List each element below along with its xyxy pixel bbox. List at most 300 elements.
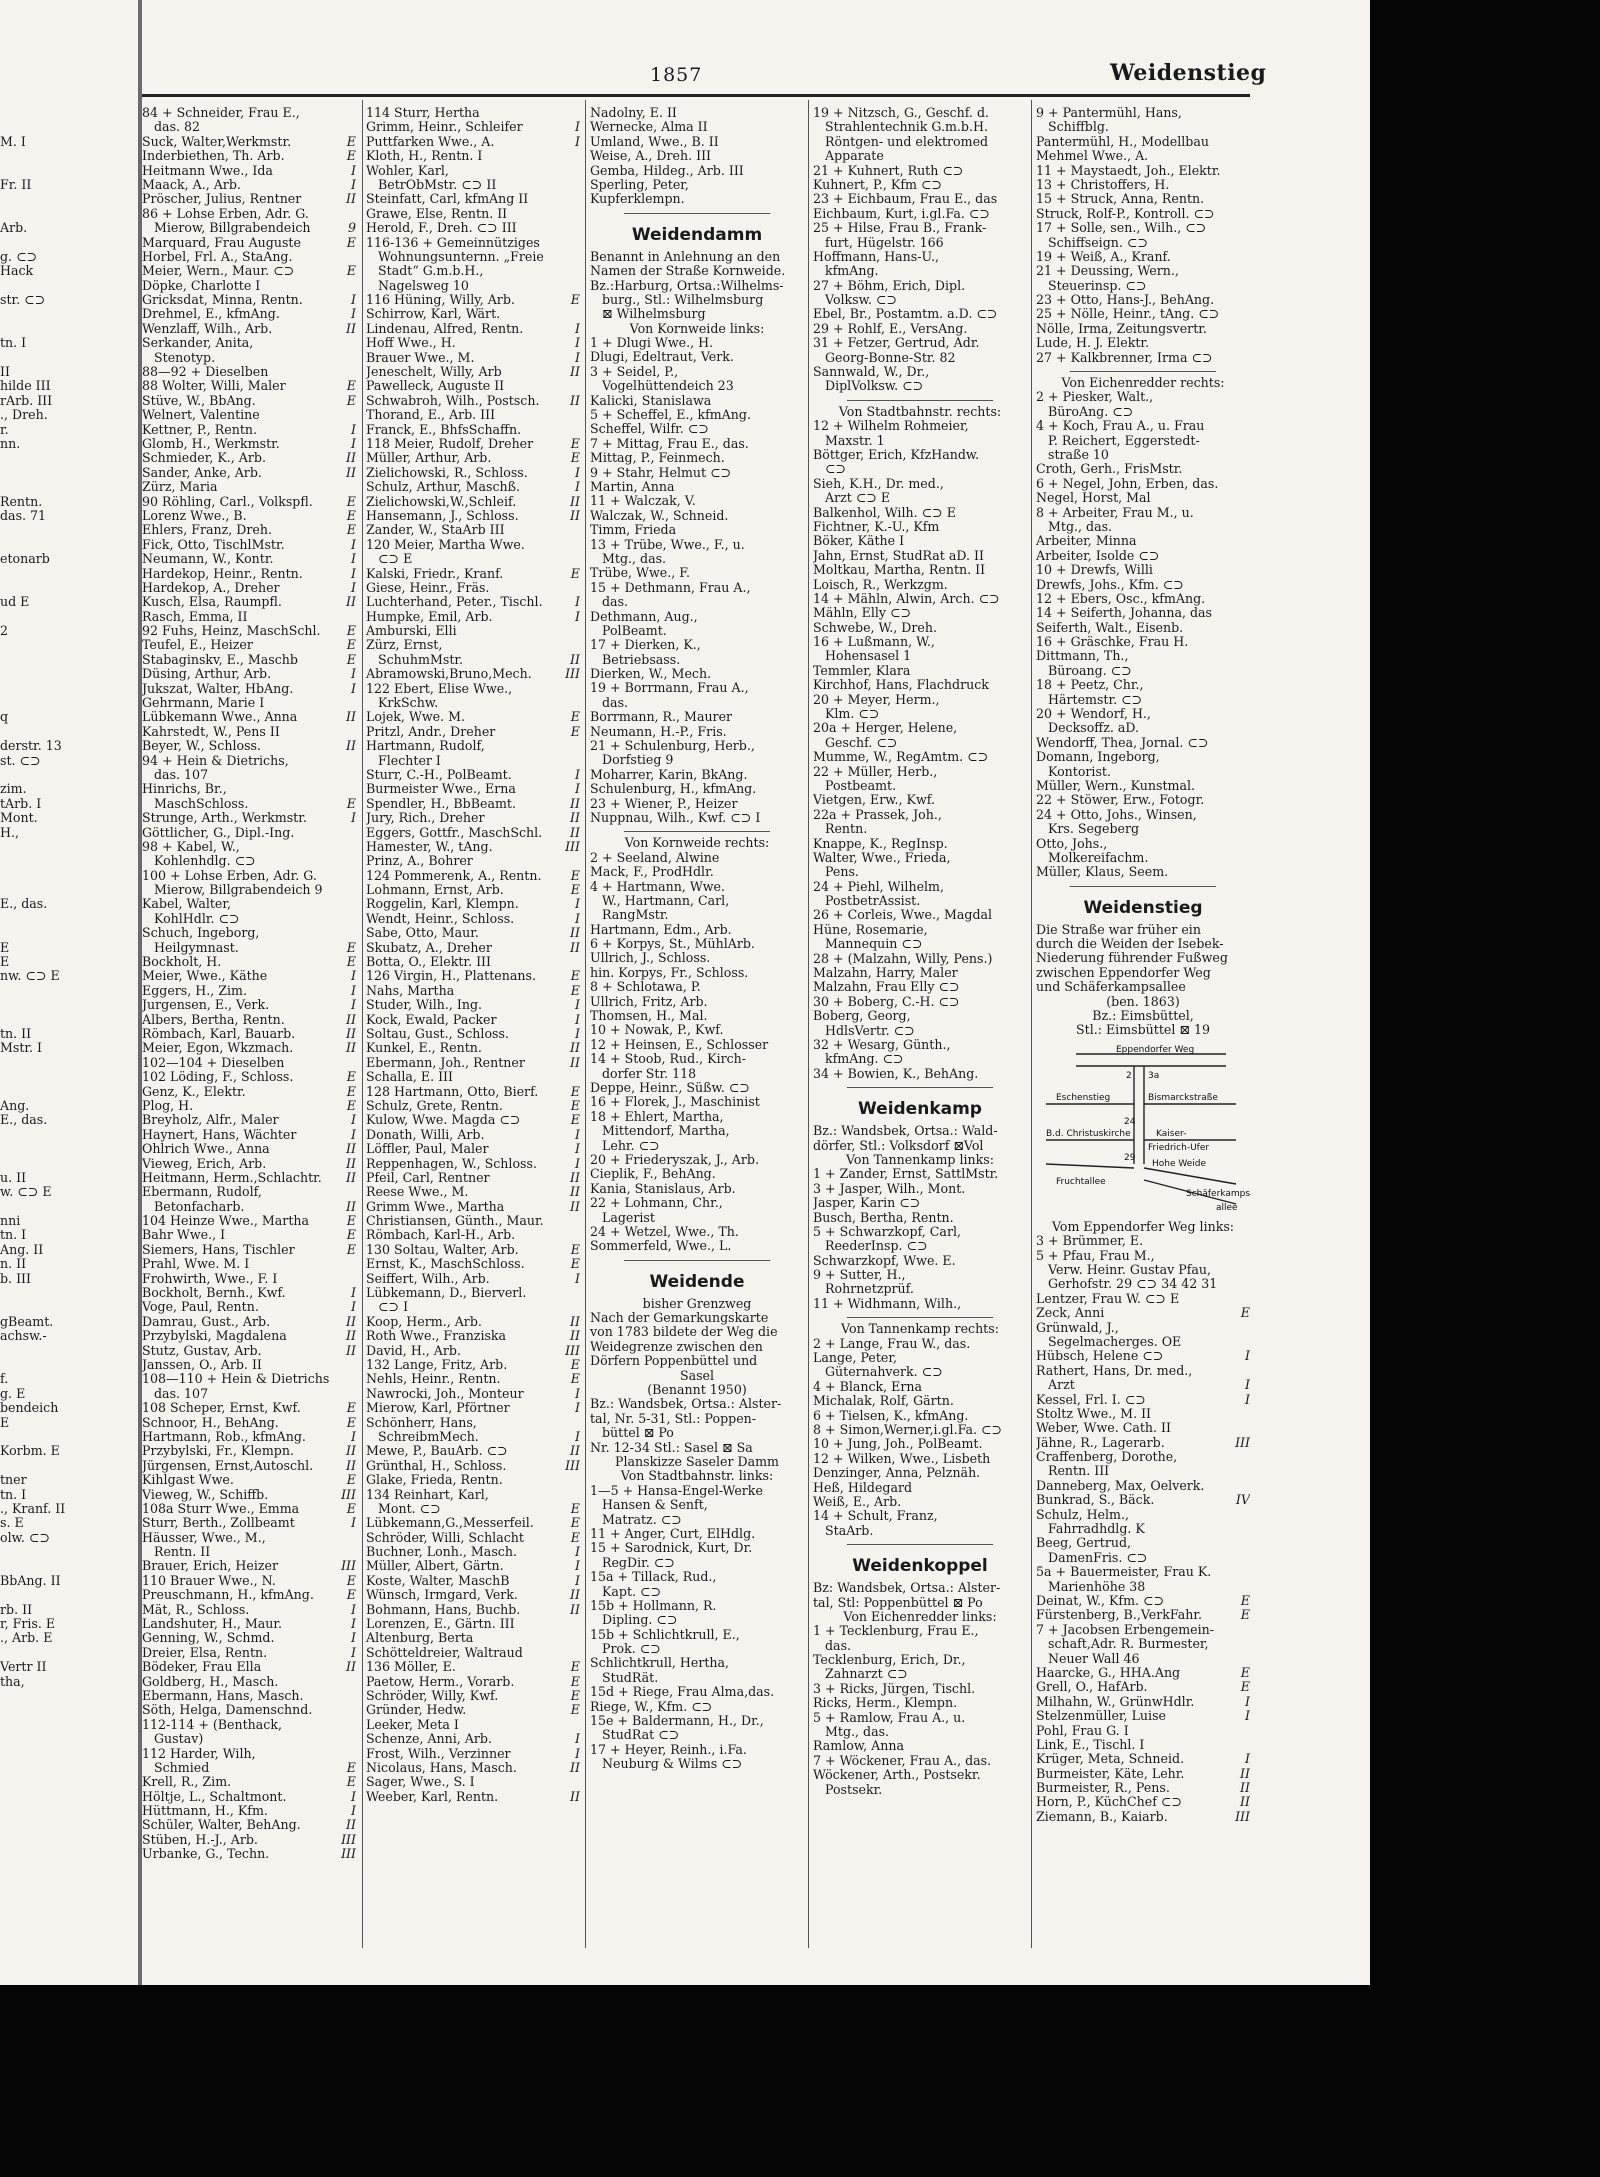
directory-entry: Negel, Horst, Mal bbox=[1036, 491, 1151, 506]
directory-entry: Moltkau, Martha, Rentn. II bbox=[813, 563, 986, 578]
directory-entry: BüroAng. ⊂⊃ bbox=[1048, 404, 1134, 419]
map-label: B.d. Christuskirche bbox=[1046, 1128, 1131, 1139]
fragment-line: das. 71 bbox=[0, 508, 47, 523]
directory-entry: Busch, Bertha, Rentn. bbox=[813, 1210, 954, 1225]
directory-entry: Zürz, Maria bbox=[142, 480, 218, 495]
floor-marker: I bbox=[351, 667, 356, 682]
directory-entry: III Grünthal, H., Schloss. bbox=[366, 1458, 580, 1473]
floor-marker: II bbox=[570, 1329, 580, 1344]
directory-entry: Bz: Wandsbek, Ortsa.: Alster- bbox=[813, 1581, 1001, 1596]
fragment-line: Korbm. E bbox=[0, 1444, 60, 1459]
fragment-line bbox=[0, 610, 140, 624]
directory-entry: Glake, Frieda, Rentn. bbox=[366, 1473, 503, 1488]
directory-entry: Betriebsass. bbox=[602, 652, 681, 667]
fragment-line bbox=[0, 869, 140, 883]
directory-entry: Gemba, Hildeg., Arb. III bbox=[590, 163, 744, 178]
directory-entry: I Jurgensen, E., Verk. bbox=[142, 998, 356, 1013]
map-label: Hohe Weide bbox=[1152, 1158, 1207, 1169]
directory-entry: W., Hartmann, Carl, bbox=[602, 893, 730, 908]
directory-entry: Kuhnert, P., Kfm ⊂⊃ bbox=[813, 177, 943, 192]
fragment-line: ., Dreh. bbox=[0, 408, 48, 423]
directory-entry: Dörfern Poppenbüttel und bbox=[590, 1354, 758, 1369]
fragment-line bbox=[0, 1588, 140, 1602]
directory-entry: Cieplik, F., BehAng. bbox=[590, 1167, 716, 1182]
section-caption: Planskizze Saseler Damm bbox=[614, 1454, 779, 1469]
fragment-line: Mstr. I bbox=[0, 1041, 43, 1056]
directory-entry: Zahnarzt ⊂⊃ bbox=[825, 1667, 908, 1682]
fragment-line bbox=[0, 998, 140, 1012]
floor-marker: I bbox=[575, 1746, 580, 1761]
directory-entry: Denzinger, Anna, Pelznäh. bbox=[813, 1466, 981, 1481]
directory-entry: Timm, Frieda bbox=[590, 523, 677, 538]
directory-entry: Sommerfeld, Wwe., L. bbox=[590, 1239, 732, 1254]
directory-entry: E 88 Wolter, Willi, Maler bbox=[142, 379, 356, 394]
fragment-line bbox=[0, 120, 140, 134]
directory-entry: I Krüger, Meta, Schneid. bbox=[1036, 1752, 1250, 1767]
fragment-line: E., das. bbox=[0, 1113, 48, 1128]
fragment-line bbox=[0, 667, 140, 681]
directory-entry: Böttger, Erich, KfzHandw. bbox=[813, 447, 980, 462]
directory-entry: Härtemstr. ⊂⊃ bbox=[1048, 692, 1143, 707]
directory-entry: III Vieweg, W., Schiffb. bbox=[142, 1487, 356, 1502]
fragment-line: nn. bbox=[0, 436, 21, 451]
section-caption: Von Tannenkamp links: bbox=[845, 1152, 994, 1167]
directory-entry: Lehr. ⊂⊃ bbox=[602, 1138, 660, 1153]
column-4 bbox=[813, 106, 1027, 1966]
floor-marker: II bbox=[570, 652, 580, 667]
floor-marker: E bbox=[1240, 1665, 1250, 1680]
floor-marker: E bbox=[570, 1703, 580, 1718]
directory-entry: Stoltz Wwe., M. II bbox=[1036, 1406, 1152, 1421]
directory-entry: I Zielichowski, R., Schloss. bbox=[366, 465, 580, 480]
directory-entry: P. Reichert, Eggerstedt- bbox=[1048, 433, 1200, 448]
directory-entry: Kirchhof, Hans, Flachdruck bbox=[813, 678, 989, 693]
section-caption: (ben. 1863) bbox=[1106, 994, 1180, 1009]
directory-entry: 11 + Maystaedt, Joh., Elektr. bbox=[1036, 163, 1221, 178]
directory-entry: II Przybylski, Fr., Klempn. bbox=[142, 1444, 356, 1459]
directory-entry: Thomsen, H., Mal. bbox=[590, 1009, 708, 1024]
directory-entry: Verw. Heinr. Gustav Pfau, bbox=[1048, 1263, 1211, 1277]
directory-entry: Pens. bbox=[825, 865, 859, 880]
fragment-line: etonarb bbox=[0, 552, 50, 567]
directory-entry: 30 + Boberg, C.-H. ⊂⊃ bbox=[813, 994, 960, 1009]
map-label: 2 bbox=[1126, 1070, 1132, 1081]
fragment-line: olw. ⊂⊃ bbox=[0, 1530, 51, 1545]
directory-entry: Wohnungsunternn. „Freie bbox=[378, 249, 544, 264]
floor-marker: E bbox=[346, 264, 356, 279]
directory-entry: 98 + Kabel, W., bbox=[142, 839, 240, 854]
floor-marker: I bbox=[575, 767, 580, 782]
section-rule bbox=[847, 400, 993, 401]
directory-entry: 27 + Kalkbrenner, Irma ⊂⊃ bbox=[1036, 350, 1213, 365]
directory-entry: E Kulow, Wwe. Magda ⊂⊃ bbox=[366, 1113, 580, 1128]
directory-entry: E Lohmann, Ernst, Arb. bbox=[366, 883, 580, 898]
directory-entry: II Heitmann, Herm.,Schlachtr. bbox=[142, 1170, 356, 1185]
directory-entry: 10 + Drewfs, Willi bbox=[1036, 563, 1153, 578]
floor-marker: II bbox=[570, 1760, 580, 1775]
directory-entry: 4 + Koch, Frau A., u. Frau bbox=[1036, 419, 1205, 434]
directory-entry: Ebermann, Rudolf, bbox=[142, 1185, 262, 1200]
directory-entry: Schulenburg, H., kfmAng. bbox=[590, 782, 757, 797]
directory-entry: E 108a Sturr Wwe., Emma bbox=[142, 1501, 356, 1516]
fragment-line bbox=[0, 1646, 140, 1660]
directory-entry: II Römbach, Karl, Bauarb. bbox=[142, 1027, 356, 1041]
fragment-line bbox=[0, 106, 140, 120]
page-number: 1857 bbox=[650, 64, 703, 86]
directory-entry: 24 + Wetzel, Wwe., Th. bbox=[590, 1224, 739, 1239]
directory-entry: I Kessel, Frl. I. ⊂⊃ bbox=[1036, 1392, 1250, 1407]
fragment-line bbox=[0, 207, 140, 221]
directory-entry: I Heitmann Wwe., Ida bbox=[142, 163, 356, 178]
directory-entry: II Ohlrich Wwe., Anna bbox=[142, 1142, 356, 1157]
floor-marker: I bbox=[351, 1429, 356, 1444]
fragment-line: nw. ⊂⊃ E bbox=[0, 969, 60, 984]
street-heading: Weidendamm bbox=[631, 224, 763, 245]
directory-entry: E Schröder, Willi, Schlacht bbox=[366, 1530, 580, 1545]
directory-entry: 2 + Lange, Frau W., das. bbox=[813, 1336, 971, 1351]
directory-entry: II Kunkel, E., Rentn. bbox=[366, 1041, 580, 1056]
floor-marker: I bbox=[351, 1127, 356, 1142]
directory-entry: E 124 Pommerenk, A., Rentn. bbox=[366, 868, 580, 883]
fragment-line bbox=[0, 149, 140, 163]
directory-entry: III Brauer, Erich, Heizer bbox=[142, 1559, 356, 1574]
directory-entry: Klm. ⊂⊃ bbox=[825, 707, 880, 722]
directory-entry: I Drehmel, E., kfmAng. bbox=[142, 307, 356, 322]
directory-entry: E MaschSchloss. bbox=[154, 796, 356, 811]
directory-entry: E Grell, O., HafArb. bbox=[1036, 1680, 1250, 1695]
floor-marker: E bbox=[570, 1098, 580, 1113]
directory-entry: I Buchner, Lonh., Masch. bbox=[366, 1545, 580, 1560]
directory-entry: 24 + Otto, Johs., Winsen, bbox=[1036, 807, 1197, 822]
directory-entry: 18 + Ehlert, Martha, bbox=[590, 1109, 724, 1124]
directory-entry: 11 + Widhmann, Wilh., bbox=[813, 1296, 962, 1311]
floor-marker: II bbox=[346, 1156, 356, 1171]
floor-marker: E bbox=[570, 1084, 580, 1099]
floor-marker: E bbox=[346, 1070, 356, 1085]
fragment-line bbox=[0, 279, 140, 293]
street-heading: Weidenstieg bbox=[1083, 897, 1203, 918]
floor-marker: II bbox=[1240, 1781, 1250, 1796]
section-rule bbox=[624, 1260, 770, 1261]
directory-entry: E Meier, Wern., Maur. ⊂⊃ bbox=[142, 264, 356, 279]
floor-marker: II bbox=[570, 926, 580, 941]
directory-entry: 134 Reinhart, Karl, bbox=[366, 1487, 489, 1502]
directory-entry: II Jürgensen, Ernst,Autoschl. bbox=[142, 1458, 356, 1473]
directory-entry: Marienhöhe 38 bbox=[1048, 1579, 1146, 1594]
directory-entry: Bz.:Harburg, Ortsa.:Wilhelms- bbox=[590, 278, 784, 293]
map-label: 29 bbox=[1124, 1152, 1136, 1163]
column-rule bbox=[808, 100, 809, 1948]
directory-entry: Struck, Rolf-P., Kontroll. ⊂⊃ bbox=[1036, 206, 1215, 221]
directory-entry: Geschf. ⊂⊃ bbox=[825, 735, 898, 750]
directory-entry: I Schenze, Anni, Arb. bbox=[366, 1732, 580, 1747]
directory-entry: 86 + Lohse Erben, Adr. G. bbox=[142, 206, 309, 221]
floor-marker: III bbox=[1235, 1435, 1250, 1450]
directory-entry: kfmAng. bbox=[825, 264, 879, 279]
directory-entry: E Marquard, Frau Auguste bbox=[142, 235, 356, 250]
floor-marker: II bbox=[570, 1789, 580, 1804]
directory-entry: Prinz, A., Bohrer bbox=[366, 854, 473, 869]
directory-entry: Domann, Ingeborg, bbox=[1036, 750, 1160, 765]
fragment-line bbox=[0, 926, 140, 940]
floor-marker: E bbox=[570, 451, 580, 466]
directory-entry: 3 + Ricks, Jürgen, Tischl. bbox=[813, 1681, 976, 1696]
directory-entry: Steinfatt, Carl, kfmAng II bbox=[366, 192, 529, 207]
directory-entry: 7 + Wöckener, Frau A., das. bbox=[813, 1753, 992, 1768]
directory-entry: I Studer, Wilh., Ing. bbox=[366, 998, 580, 1013]
floor-marker: E bbox=[570, 1501, 580, 1516]
directory-entry: Deppe, Heinr., Süßw. ⊂⊃ bbox=[590, 1081, 750, 1095]
directory-entry: DiplVolksw. ⊂⊃ bbox=[825, 379, 924, 394]
floor-marker: E bbox=[1240, 1593, 1250, 1608]
floor-marker: II bbox=[570, 796, 580, 811]
section-rule bbox=[624, 831, 770, 832]
floor-marker: II bbox=[570, 1055, 580, 1070]
directory-entry: Mierow, Billgrabendeich 9 bbox=[154, 883, 323, 898]
fragment-line bbox=[0, 164, 140, 178]
directory-entry: Postsekr. bbox=[825, 1782, 883, 1797]
floor-marker: II bbox=[346, 739, 356, 754]
floor-marker: E bbox=[570, 1372, 580, 1387]
fragment-line bbox=[0, 1157, 140, 1171]
directory-entry: E Krell, R., Zim. bbox=[142, 1775, 356, 1790]
floor-marker: E bbox=[570, 436, 580, 451]
directory-entry: Schönherr, Hans, bbox=[366, 1415, 477, 1430]
directory-entry: 18 + Peetz, Chr., bbox=[1036, 678, 1144, 693]
street-heading: Weidenkamp bbox=[858, 1099, 982, 1120]
directory-entry: Nagelsweg 10 bbox=[378, 278, 469, 293]
directory-entry: III Stüben, H.-J., Arb. bbox=[142, 1832, 356, 1847]
directory-entry: 94 + Hein & Dietrichs, bbox=[142, 753, 289, 768]
directory-entry: furt, Hügelstr. 166 bbox=[825, 235, 944, 250]
directory-entry: 22a + Prassek, Joh., bbox=[813, 807, 942, 822]
directory-entry: II Skubatz, A., Dreher bbox=[366, 940, 580, 955]
directory-entry: Lagerist bbox=[602, 1210, 655, 1225]
directory-entry: Decksoffz. aD. bbox=[1048, 721, 1140, 736]
directory-entry: Hansen & Senft, bbox=[602, 1498, 708, 1513]
floor-marker: I bbox=[1245, 1694, 1250, 1709]
floor-marker: I bbox=[351, 969, 356, 984]
directory-entry: 14 + Stoob, Rud., Kirch- bbox=[590, 1052, 747, 1067]
directory-entry: E Siemers, Hans, Tischler bbox=[142, 1242, 356, 1257]
fragment-line bbox=[0, 854, 140, 868]
directory-entry: 11 + Anger, Curt, ElHdlg. bbox=[590, 1526, 756, 1541]
directory-entry: Trübe, Wwe., F. bbox=[590, 566, 691, 581]
floor-marker: I bbox=[351, 811, 356, 826]
column-rule bbox=[585, 100, 586, 1948]
directory-entry: I Sturr, Berth., Zollbeamt bbox=[142, 1516, 356, 1531]
directory-entry: Pawelleck, Auguste II bbox=[366, 379, 505, 394]
directory-entry: E Teufel, E., Heizer bbox=[142, 638, 356, 653]
fragment-line: q bbox=[0, 710, 9, 725]
directory-entry: Dittmann, Th., bbox=[1036, 649, 1129, 664]
floor-marker: E bbox=[346, 940, 356, 955]
directory-entry: I Gricksdat, Minna, Rentn. bbox=[142, 293, 356, 308]
directory-entry: Krs. Segeberg bbox=[1048, 822, 1140, 837]
directory-entry: 26 + Corleis, Wwe., Magdal bbox=[813, 908, 993, 923]
directory-entry: E Preuschmann, H., kfmAng. bbox=[142, 1588, 356, 1603]
floor-marker: III bbox=[565, 839, 580, 854]
scan-border-bottom bbox=[0, 1985, 1370, 2177]
directory-entry: Arbeiter, Isolde ⊂⊃ bbox=[1036, 548, 1160, 563]
floor-marker: I bbox=[575, 595, 580, 610]
directory-entry: Malzahn, Frau Elly ⊂⊃ bbox=[813, 980, 960, 995]
directory-entry: Weidegrenze zwischen den bbox=[590, 1339, 763, 1354]
directory-entry: Grünwald, J., bbox=[1036, 1320, 1119, 1335]
directory-entry: Christiansen, Günth., Maur. bbox=[366, 1214, 544, 1229]
fragment-line bbox=[0, 883, 140, 897]
directory-entry: E Schmied bbox=[154, 1760, 356, 1775]
section-caption: Von Kornweide rechts: bbox=[624, 836, 770, 851]
directory-entry: 15 + Dethmann, Frau A., bbox=[590, 580, 751, 595]
directory-entry: Rasch, Emma, II bbox=[142, 609, 248, 624]
directory-entry: II Eggers, Gottfr., MaschSchl. bbox=[366, 825, 580, 840]
directory-entry: E Deinat, W., Kfm. ⊂⊃ bbox=[1036, 1593, 1250, 1608]
directory-entry: 5a + Bauermeister, Frau K. bbox=[1036, 1565, 1212, 1580]
directory-entry: Hoffmann, Hans-U., bbox=[813, 249, 939, 264]
directory-entry: Ramlow, Anna bbox=[813, 1739, 904, 1754]
floor-marker: E bbox=[570, 983, 580, 998]
fragment-line: g. E bbox=[0, 1386, 26, 1401]
fragment-line bbox=[0, 1300, 140, 1314]
directory-entry: II Pfeil, Carl, Rentner bbox=[366, 1170, 580, 1185]
directory-entry: Link, E., Tischl. I bbox=[1036, 1737, 1145, 1752]
directory-entry: 1 + Zander, Ernst, SattlMstr. bbox=[813, 1167, 999, 1182]
directory-entry: das. bbox=[602, 595, 629, 610]
directory-entry: 12 + Wilken, Wwe., Lisbeth bbox=[813, 1451, 991, 1466]
directory-entry: 8 + Simon,Werner,i.gl.Fa. ⊂⊃ bbox=[813, 1422, 1003, 1437]
floor-marker: E bbox=[570, 1357, 580, 1372]
directory-entry: 6 + Negel, John, Erben, das. bbox=[1036, 476, 1219, 491]
directory-entry: 34 + Bowien, K., BehAng. bbox=[813, 1066, 979, 1081]
directory-entry: Ullrich, Fritz, Arb. bbox=[590, 994, 708, 1009]
directory-entry: Weber, Wwe. Cath. II bbox=[1036, 1421, 1171, 1436]
fragment-line bbox=[0, 523, 140, 537]
fragment-line bbox=[0, 1545, 140, 1559]
fragment-line bbox=[0, 307, 140, 321]
directory-entry: Georg-Bonne-Str. 82 bbox=[825, 350, 956, 365]
directory-entry: I Fick, Otto, TischlMstr. bbox=[142, 537, 356, 552]
floor-marker: II bbox=[346, 1818, 356, 1833]
directory-entry: 8 + Arbeiter, Frau M., u. bbox=[1036, 505, 1194, 520]
directory-entry: Nr. 12-34 Stl.: Sasel ⊠ Sa bbox=[590, 1440, 753, 1455]
directory-entry: II Beyer, W., Schloss. bbox=[142, 739, 356, 754]
directory-entry: 3 + Jasper, Wilh., Mont. bbox=[813, 1181, 966, 1196]
fragment-line: achsw.- bbox=[0, 1329, 47, 1344]
floor-marker: I bbox=[575, 1271, 580, 1286]
floor-marker: II bbox=[346, 1329, 356, 1344]
floor-marker: II bbox=[570, 1199, 580, 1214]
directory-entry: E Inderbiethen, Th. Arb. bbox=[142, 149, 356, 164]
directory-entry: tal, Nr. 5-31, Stl.: Poppen- bbox=[590, 1411, 757, 1426]
fragment-line: Hack bbox=[0, 264, 34, 279]
directory-entry: II Burmeister, Käte, Lehr. bbox=[1036, 1766, 1250, 1781]
directory-entry: Thorand, E., Arb. III bbox=[366, 408, 496, 423]
directory-entry: II Horn, P., KüchChef ⊂⊃ bbox=[1036, 1795, 1250, 1810]
directory-entry: DamenFris. ⊂⊃ bbox=[1048, 1550, 1148, 1565]
floor-marker: I bbox=[575, 336, 580, 351]
floor-marker: II bbox=[346, 465, 356, 480]
directory-entry: II Wünsch, Irmgard, Verk. bbox=[366, 1588, 580, 1603]
floor-marker: I bbox=[575, 1429, 580, 1444]
directory-entry: Kalicki, Stanislawa bbox=[590, 393, 712, 408]
directory-entry: II Schwabroh, Wilh., Postsch. bbox=[366, 393, 580, 408]
floor-marker: E bbox=[570, 1530, 580, 1545]
fragment-line bbox=[0, 1013, 140, 1027]
floor-marker: I bbox=[575, 897, 580, 912]
street-sketch-map bbox=[1036, 1044, 1250, 1214]
directory-entry: I Bockholt, Bernh., Kwf. bbox=[142, 1286, 356, 1301]
directory-entry: PostbetrAssist. bbox=[825, 894, 921, 909]
directory-entry: 20 + Friederyszak, J., Arb. bbox=[590, 1152, 759, 1167]
floor-marker: I bbox=[575, 1573, 580, 1588]
directory-entry: Serkander, Anita, bbox=[142, 336, 254, 351]
directory-entry: 84 + Schneider, Frau E., bbox=[142, 106, 300, 120]
map-label: Friedrich-Ufer bbox=[1148, 1142, 1210, 1153]
scan-border-right bbox=[1370, 0, 1600, 2177]
directory-entry: Müller, Wern., Kunstmal. bbox=[1036, 778, 1196, 793]
floor-marker: E bbox=[346, 955, 356, 970]
floor-marker: E bbox=[346, 1228, 356, 1243]
directory-entry: Ebel, Br., Postamtm. a.D. ⊂⊃ bbox=[813, 307, 998, 322]
directory-entry: Seiferth, Walt., Eisenb. bbox=[1036, 620, 1184, 635]
floor-marker: I bbox=[351, 163, 356, 178]
directory-entry: II Bödeker, Frau Ella bbox=[142, 1660, 356, 1675]
directory-entry: 122 Ebert, Elise Wwe., bbox=[366, 681, 513, 696]
floor-marker: II bbox=[346, 321, 356, 336]
directory-entry: I Eggers, H., Zim. bbox=[142, 983, 356, 998]
fragment-line: ud E bbox=[0, 595, 30, 610]
directory-entry: I Koste, Walter, MaschB bbox=[366, 1573, 580, 1588]
fragment-line bbox=[0, 1128, 140, 1142]
fragment-line: tn. I bbox=[0, 1487, 27, 1502]
floor-marker: E bbox=[346, 638, 356, 653]
directory-entry: Rentn. II bbox=[154, 1545, 211, 1560]
header-rule bbox=[142, 94, 1250, 97]
directory-entry: I Kock, Ewald, Packer bbox=[366, 1012, 580, 1027]
directory-entry: II Burmeister, R., Pens. bbox=[1036, 1781, 1250, 1796]
directory-entry: 16 + Lußmann, W., bbox=[813, 635, 935, 650]
floor-marker: E bbox=[346, 1473, 356, 1488]
column-rule bbox=[1031, 100, 1032, 1948]
directory-entry: II Damrau, Gust., Arb. bbox=[142, 1314, 356, 1329]
fragment-line: ., Arb. E bbox=[0, 1631, 53, 1646]
directory-entry: I Strunge, Arth., Werkmstr. bbox=[142, 811, 356, 826]
fragment-line: E., das. bbox=[0, 897, 48, 912]
fragment-line: derstr. 13 bbox=[0, 739, 62, 754]
directory-entry: das. bbox=[825, 1638, 852, 1653]
directory-entry: E Fürstenberg, B.,VerkFahr. bbox=[1036, 1608, 1250, 1623]
floor-marker: E bbox=[1240, 1680, 1250, 1695]
directory-entry: büttel ⊠ Po bbox=[602, 1426, 674, 1441]
floor-marker: I bbox=[575, 1142, 580, 1157]
section-rule bbox=[847, 1317, 993, 1318]
directory-entry: dörfer, Stl.: Volksdorf ⊠Vol bbox=[813, 1138, 984, 1153]
directory-entry: E 90 Röhling, Carl., Volkspfl. bbox=[142, 494, 356, 509]
directory-entry: Croth, Gerh., FrisMstr. bbox=[1036, 462, 1183, 477]
directory-entry: StudRät. bbox=[602, 1670, 659, 1685]
fragment-line: rArb. III bbox=[0, 393, 53, 408]
directory-entry: 28 + (Malzahn, Willy, Pens.) bbox=[813, 951, 993, 966]
directory-entry: Vogelhüttendeich 23 bbox=[602, 379, 734, 394]
floor-marker: I bbox=[575, 480, 580, 495]
directory-entry: II Grimm Wwe., Martha bbox=[366, 1199, 580, 1214]
directory-entry: Riege, W., Kfm. ⊂⊃ bbox=[590, 1699, 713, 1714]
floor-marker: I bbox=[351, 998, 356, 1013]
street-line bbox=[1144, 1168, 1236, 1184]
directory-entry: 29 + Rohlf, E., VersAng. bbox=[813, 321, 968, 336]
fragment-line: tArb. I bbox=[0, 796, 42, 811]
